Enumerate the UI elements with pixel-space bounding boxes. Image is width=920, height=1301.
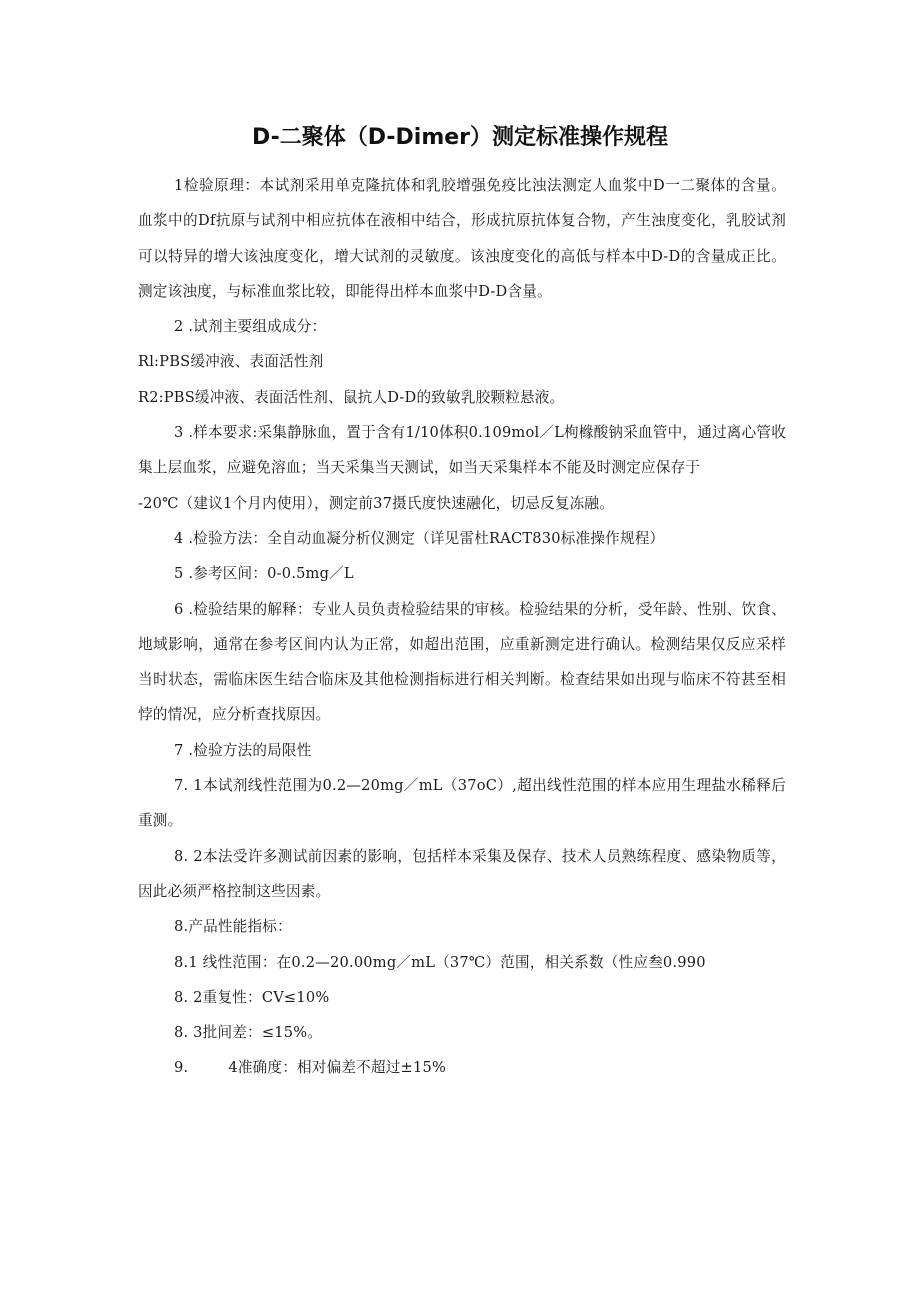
accuracy-text: 4准确度：相对偏差不超过±15% [228, 1059, 447, 1077]
paragraph-linear-range: 8.1 线性范围：在0.2—20.00mg／mL（37℃）范围，相关系数（性应叁0.990 [174, 953, 706, 971]
paragraph-performance-heading: 8.产品性能指标： [174, 918, 292, 936]
paragraph-pretest-factors: 8. 2本法受许多测试前因素的影响，包括样本采集及保存、技术人员熟练程度、感染物质等，因此必须严格控制这些因素。 [138, 847, 786, 900]
paragraph-linearity-limit: 7. 1本试剂线性范围为0.2—20mg／mL（37oC）,超出线性范围的样本应用生理盐水稀释后重测。 [138, 777, 786, 830]
paragraph-result-interpretation: 6 .检验结果的解释：专业人员负责检验结果的审核。检验结果的分析，受年龄、性别、饮食、地域影响，通常在参考区间内认为正常，如超出范围，应重新测定进行确认。检测结果仅反应采样当时状态，需临床医生结合临床及其他检测指标进行相关判断。检查结果如出现与临床不符甚至相悖的情况，应分析查找原因。 [138, 600, 786, 724]
paragraph-limitations-heading: 7 .检验方法的局限性 [174, 741, 312, 759]
item-number: 9. [174, 1059, 189, 1077]
paragraph-sample-requirements: 3 .样本要求:采集静脉血，置于含有1/10体积0.109mol／L枸橼酸钠采血管中，通过离心管收集上层血浆，应避免溶血；当天采集当天测试，如当天采集样本不能及时测定应保存于 [138, 424, 786, 477]
paragraph-reagent-r1: Rl:PBS缓冲液、表面活性剂 [138, 353, 324, 371]
document-body [138, 168, 786, 1086]
paragraph-repeatability: 8. 2重复性：CV≤10% [174, 988, 330, 1006]
paragraph-reagent-r2: R2:PBS缓冲液、表面活性剂、鼠抗人D-D的致敏乳胶颗粒悬液。 [138, 388, 565, 406]
document-title: D-二聚体（D-Dimer）测定标准操作规程 [251, 125, 669, 150]
paragraph-principle: 1检验原理：本试剂采用单克隆抗体和乳胶增强免疫比浊法测定人血浆中D一二聚体的含量。血浆中的Df抗原与试剂中相应抗体在液相中结合，形成抗原抗体复合物，产生浊度变化，乳胶试剂可以特异的增大该浊度变化，增大试剂的灵敏度。该浊度变化的高低与样本中D-D的含量成正比。测定该浊度，与标准血浆比较，即能得出样本血浆中D-D含量。 [138, 177, 786, 300]
paragraph-batch-variation: 8. 3批间差：≤15%。 [174, 1024, 323, 1042]
paragraph-test-method: 4 .检验方法：全自动血凝分析仪测定（详见雷杜RACT830标准操作规程） [174, 529, 665, 547]
paragraph-sample-storage: -20℃（建议1个月内使用），测定前37摄氏度快速融化，切忌反复冻融。 [138, 494, 615, 512]
paragraph-accuracy [138, 1050, 786, 1085]
paragraph-reagent-heading: 2 .试剂主要组成成分： [174, 318, 327, 336]
paragraph-reference-range: 5 .参考区间：0-0.5mg／L [174, 565, 354, 583]
